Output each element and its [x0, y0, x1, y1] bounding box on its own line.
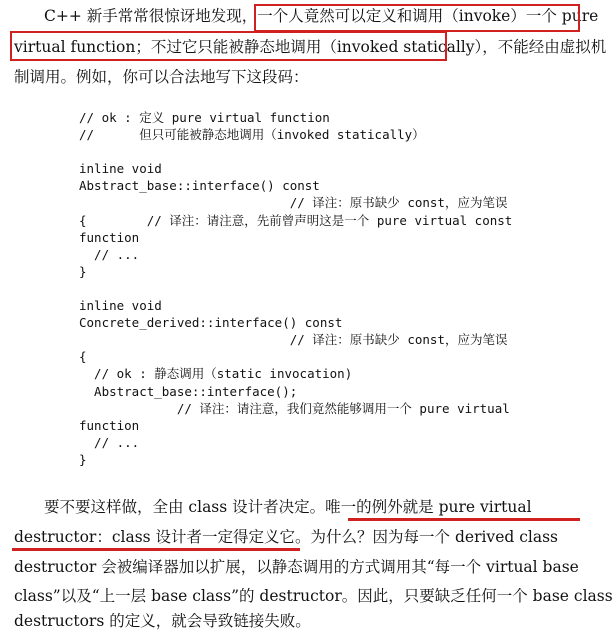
code-line-18: // 译注：请注意，我们竟然能够调用一个 pure virtual [79, 401, 510, 416]
code-line-8: function [79, 230, 140, 245]
p2-line4: class”以及“上一层 base class”的 destructor。因此，只要缺乏任何一个 base class [14, 587, 613, 605]
p2-line2-end: 为什么？因为每一个 derived class [310, 528, 559, 546]
code-line-14: // 译注：原书缺少 const，应为笔误 [79, 332, 508, 347]
code-line-21: } [79, 452, 87, 467]
code-line-20: // ... [79, 435, 140, 450]
p2-line3: destructor 会被编译器加以扩展，以静态调用的方式调用其“每一个 virtual base [14, 558, 579, 576]
p1-line1 [44, 6, 598, 26]
p2-line5: destructors 的定义，就会导致链接失败。 [14, 612, 311, 630]
p1-line2-end: ，不能经由虚拟机 [482, 38, 607, 56]
underline-1 [348, 518, 580, 521]
p1-line2-highlight: virtual function；不过它只能被静态地调用（invoked statically） [14, 38, 483, 56]
p2-line2 [14, 527, 558, 547]
p2-line2-underlined: destructor：class 设计者一定得定义它。 [14, 528, 311, 546]
underline-2 [12, 548, 300, 551]
p2-line1-start: 要不要这样做，全由 class 设计者决定。 [44, 498, 326, 516]
code-line-9: // ... [79, 247, 140, 262]
code-line-6: // 译注：原书缺少 const，应为笔误 [79, 195, 508, 210]
code-line-10: } [79, 264, 87, 279]
code-line-12: inline void [79, 298, 162, 313]
p1-line1-highlight: 一个人竟然可以定义和调用（invoke）一个 pure [257, 7, 599, 25]
code-line-16: // ok : 静态调用（static invocation) [79, 366, 353, 381]
code-line-7: { // 译注：请注意，先前曾声明这是一个 pure virtual const [79, 213, 513, 228]
p1-line1-start: C++ 新手常常很惊讶地发现， [44, 7, 258, 25]
code-line-17: Abstract_base::interface(); [79, 384, 298, 399]
code-line-1: // ok : 定义 pure virtual function [79, 110, 330, 125]
p2-line1-underlined: 唯一的例外就是 pure virtual [325, 498, 532, 516]
code-line-4: inline void [79, 161, 162, 176]
code-line-19: function [79, 418, 140, 433]
code-line-15: { [79, 349, 87, 364]
p2-line1 [44, 497, 532, 517]
p1-line2 [14, 37, 606, 57]
code-line-5: Abstract_base::interface() const [79, 178, 320, 193]
code-line-13: Concrete_derived::interface() const [79, 315, 343, 330]
p1-line3: 制调用。例如，你可以合法地写下这段码： [14, 68, 309, 86]
code-line-2: // 但只可能被静态地调用（invoked statically） [79, 127, 425, 142]
